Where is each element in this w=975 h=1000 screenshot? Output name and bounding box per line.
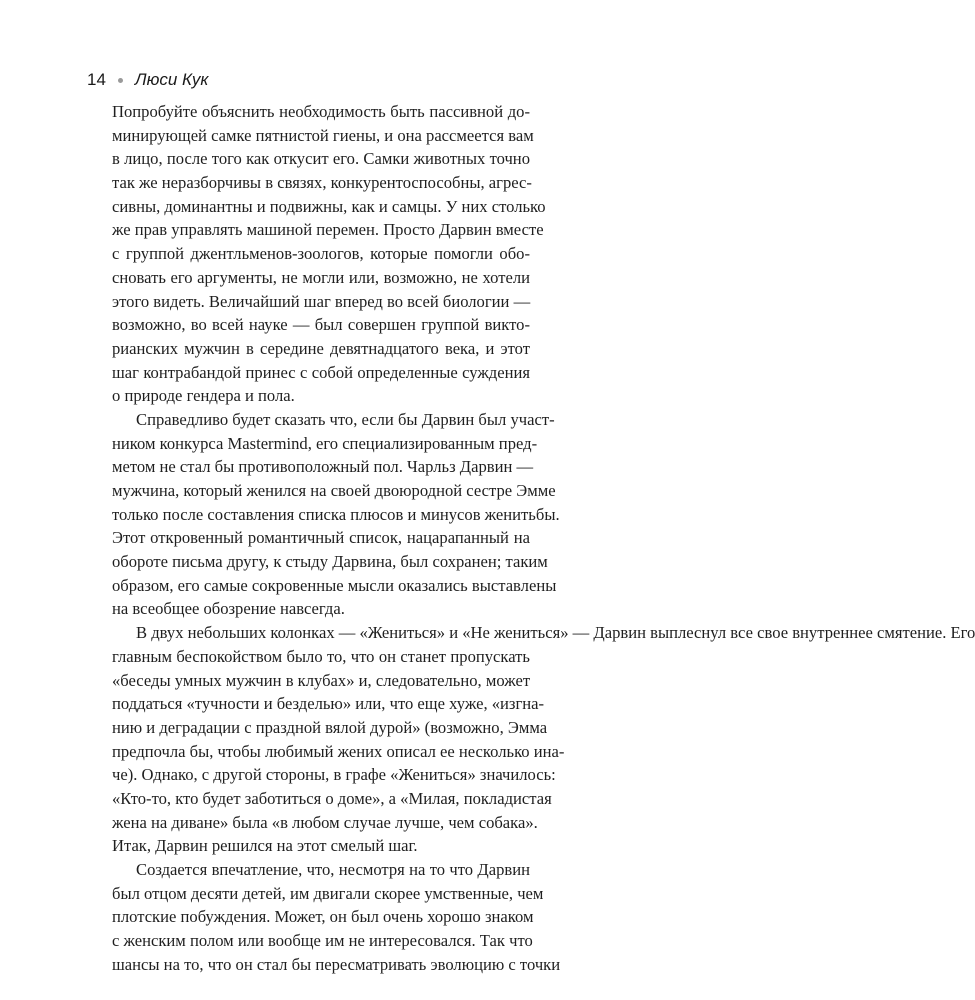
text-line: шаг контрабандой принес с собой определенные суждения: [112, 362, 530, 382]
author-name: Люси Кук: [134, 70, 209, 89]
text-line: на всеобщее обозрение навсегда.: [112, 599, 345, 619]
text-line: че). Однако, с другой стороны, в графе «Жениться» значилось:: [112, 765, 556, 785]
text-line: предпочла бы, чтобы любимый жених описал ее несколько ина-: [112, 741, 565, 761]
text-line: ником конкурса Mastermind, его специализированным пред-: [112, 433, 538, 453]
text-line: в лицо, после того как откусит его. Самки животных точно: [112, 149, 530, 169]
text-line: сивны, доминантны и подвижны, как и самцы. У них столько: [112, 196, 546, 216]
text-line: минирующей самке пятнистой гиены, и она рассмеется вам: [112, 125, 534, 145]
text-line: с группой джентльменов-зоологов, которые помогли обо-: [112, 244, 530, 264]
text-line: плотские побуждения. Может, он был очень хорошо знаком: [112, 907, 534, 927]
text-line: «Кто-то, кто будет заботиться о доме», а «Милая, покладистая: [112, 788, 552, 808]
text-line: Создается впечатление, что, несмотря на то что Дарвин: [136, 860, 530, 879]
text-line: возможно, во всей науке — был совершен группой викто-: [112, 315, 530, 335]
text-line: же прав управлять машиной перемен. Просто Дарвин вместе: [112, 220, 544, 240]
text-line: жена на диване» была «в любом случае лучше, чем собака».: [112, 812, 538, 832]
text-line: поддаться «тучности и безделью» или, что еще хуже, «изгна-: [112, 694, 545, 714]
running-header: [87, 70, 208, 90]
text-line: нию и деградации с праздной вялой дурой» (возможно, Эмма: [112, 717, 548, 737]
text-line: Справедливо будет сказать что, если бы Дарвин был участ-: [136, 409, 555, 429]
text-line: сновать его аргументы, не могли или, возможно, не хотели: [112, 267, 530, 287]
text-line: главным беспокойством было то, что он станет пропускать: [112, 646, 530, 666]
text-line: мужчина, который женился на своей двоюродной сестре Эмме: [112, 481, 556, 500]
text-line: метом не стал бы противоположный пол. Чарльз Дарвин —: [112, 457, 534, 477]
text-line: В двух небольших колонках — «Жениться» и «Не жениться» — Дарвин выплеснул все свое внутреннее смятение. Его: [136, 623, 975, 643]
text-line: Итак, Дарвин решился на этот смелый шаг.: [112, 836, 418, 856]
page-number: 14: [87, 70, 106, 89]
text-line: был отцом десяти детей, им двигали скорее умственные, чем: [112, 883, 544, 903]
text-line: так же неразборчивы в связях, конкурентоспособны, агрес-: [112, 173, 532, 193]
text-line: «беседы умных мужчин в клубах» и, следовательно, может: [112, 670, 531, 690]
text-line: рианских мужчин в середине девятнадцатого века, и этот: [112, 338, 530, 358]
body-text: [112, 100, 975, 976]
separator-dot: [118, 78, 123, 83]
text-line: Попробуйте объяснить необходимость быть пассивной до-: [112, 102, 530, 121]
text-line: о природе гендера и пола.: [112, 386, 295, 406]
text-line: образом, его самые сокровенные мысли оказались выставлены: [112, 575, 557, 595]
text-line: Этот откровенный романтичный список, нацарапанный на: [112, 528, 530, 548]
text-line: обороте письма другу, к стыду Дарвина, был сохранен; таким: [112, 552, 548, 572]
text-line: с женским полом или вообще им не интересовался. Так что: [112, 931, 533, 951]
text-line: только после составления списка плюсов и минусов женитьбы.: [112, 504, 560, 524]
text-line: шансы на то, что он стал бы пересматривать эволюцию с точки: [112, 954, 561, 974]
text-line: этого видеть. Величайший шаг вперед во всей биологии —: [112, 291, 531, 311]
